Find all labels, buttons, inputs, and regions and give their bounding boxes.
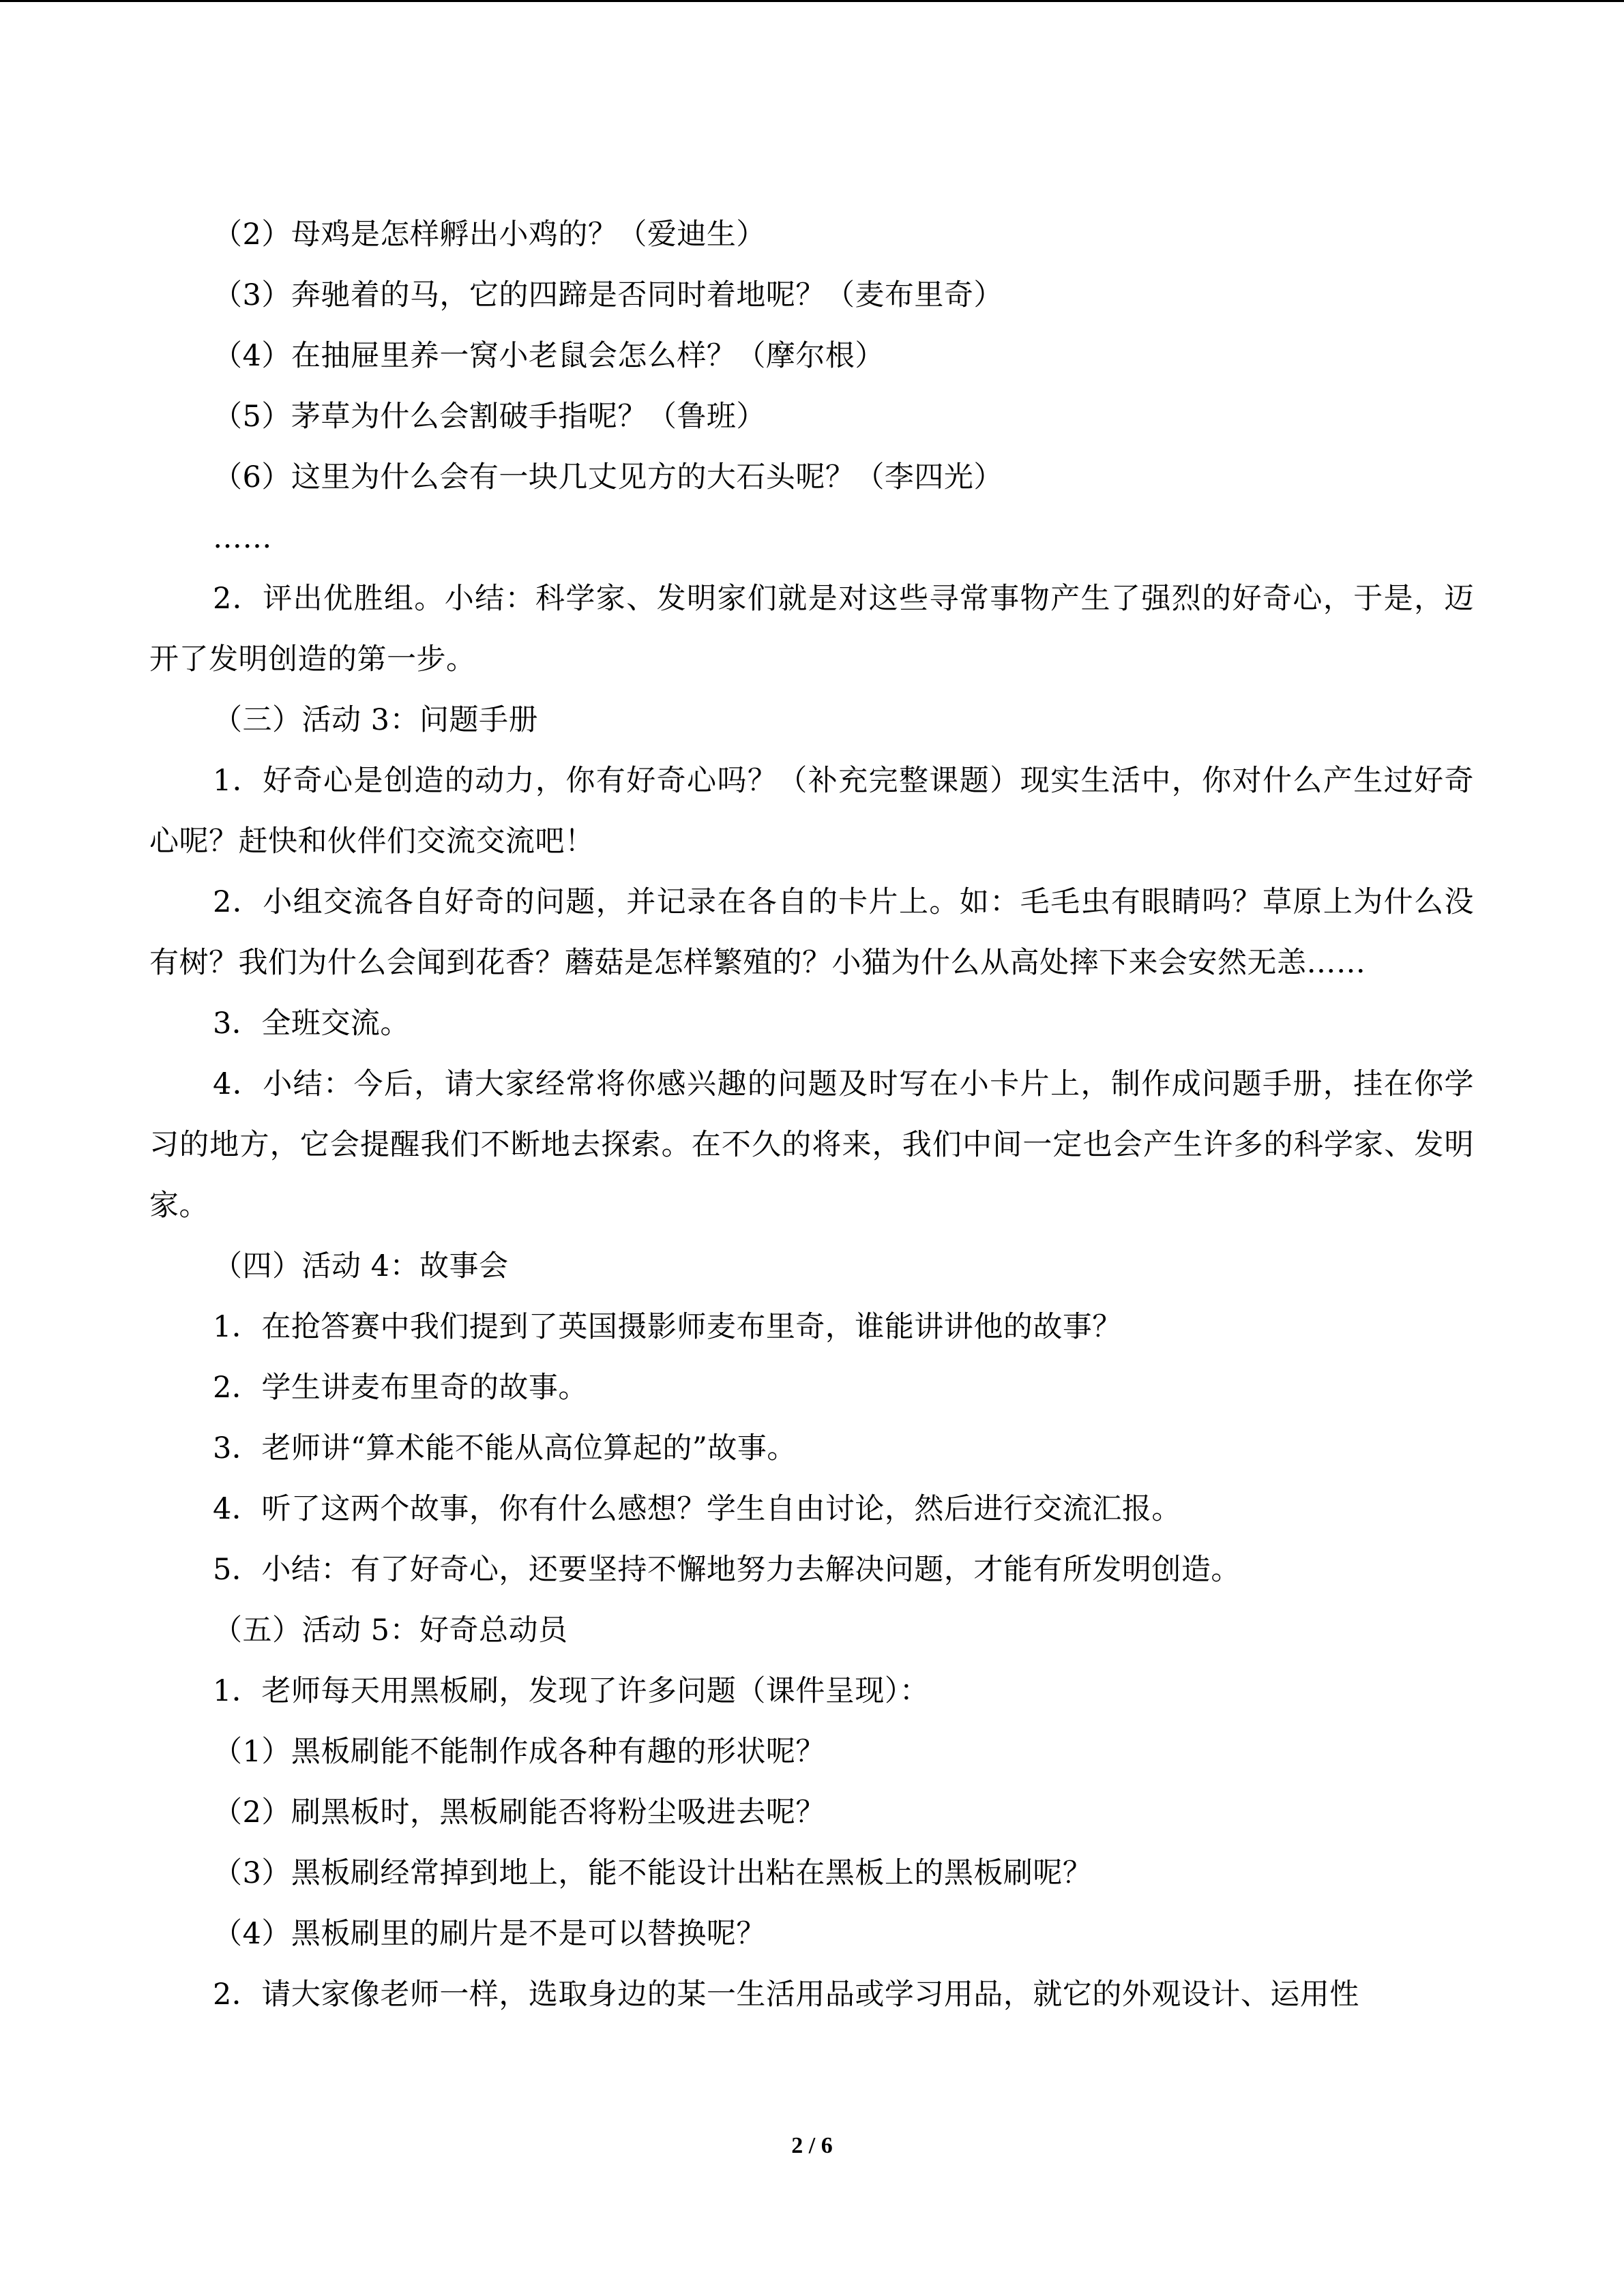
paragraph-11: 3．全班交流。 — [213, 1007, 410, 1041]
paragraph-24: （4）黑板刷里的刷片是不是可以替换呢？ — [213, 1917, 766, 1951]
section-heading-activity-3: （三）活动 3：问题手册 — [213, 703, 539, 737]
top-border — [0, 0, 1624, 2]
paragraph-14: 1．在抢答赛中我们提到了英国摄影师麦布里奇，谁能讲讲他的故事？ — [213, 1310, 1122, 1344]
paragraph-23: （3）黑板刷经常掉到地上，能不能设计出粘在黑板上的黑板刷呢？ — [213, 1856, 1093, 1890]
page-number: 2 / 6 — [791, 2133, 833, 2158]
paragraph-21: （1）黑板刷能不能制作成各种有趣的形状呢？ — [213, 1735, 825, 1769]
paragraph-5: （6）这里为什么会有一块几丈见方的大石头呢？（李四光） — [213, 460, 1003, 494]
paragraph-7: 2．评出优胜组。小结：科学家、发明家们就是对这些寻常事物产生了强烈的好奇心，于是，迈开了发明创造的第一步。 — [149, 582, 1474, 676]
paragraph-15: 2．学生讲麦布里奇的故事。 — [213, 1371, 588, 1405]
paragraph-3: （4）在抽屉里养一窝小老鼠会怎么样？（摩尔根） — [213, 339, 885, 373]
paragraph-10: 2．小组交流各自好奇的问题，并记录在各自的卡片上。如：毛毛虫有眼睛吗？草原上为什么没有树？我们为什么会闻到花香？蘑菇是怎样繁殖的？小猫为什么从高处摔下来会安然无恙…… — [149, 885, 1474, 980]
document-body — [149, 205, 1474, 2025]
paragraph-16: 3．老师讲“算术能不能从高位算起的”故事。 — [213, 1431, 797, 1465]
paragraph-9: 1．好奇心是创造的动力，你有好奇心吗？（补充完整课题）现实生活中，你对什么产生过好奇心呢？赶快和伙伴们交流交流吧！ — [149, 764, 1474, 859]
paragraph-25: 2．请大家像老师一样，选取身边的某一生活用品或学习用品，就它的外观设计、运用性 — [213, 1978, 1359, 2012]
section-heading-activity-4: （四）活动 4：故事会 — [213, 1249, 509, 1283]
ellipsis-line: …… — [213, 521, 272, 555]
section-heading-activity-5: （五）活动 5：好奇总动员 — [213, 1613, 568, 1648]
paragraph-12: 4．小结：今后，请大家经常将你感兴趣的问题及时写在小卡片上，制作成问题手册，挂在你学习的地方，它会提醒我们不断地去探索。在不久的将来，我们中间一定也会产生许多的科学家、发明家。 — [149, 1067, 1474, 1223]
paragraph-4: （5）茅草为什么会割破手指呢？（鲁班） — [213, 400, 766, 434]
paragraph-18: 5．小结：有了好奇心，还要坚持不懈地努力去解决问题，才能有所发明创造。 — [213, 1553, 1241, 1587]
paragraph-2: （3）奔驰着的马，它的四蹄是否同时着地呢？（麦布里奇） — [213, 278, 1003, 312]
paragraph-1: （2）母鸡是怎样孵出小鸡的？（爱迪生） — [213, 218, 766, 252]
paragraph-20: 1．老师每天用黑板刷，发现了许多问题（课件呈现）： — [213, 1674, 930, 1708]
paragraph-22: （2）刷黑板时，黑板刷能否将粉尘吸进去呢？ — [213, 1795, 825, 1830]
paragraph-17: 4．听了这两个故事，你有什么感想？学生自由讨论，然后进行交流汇报。 — [213, 1492, 1181, 1526]
